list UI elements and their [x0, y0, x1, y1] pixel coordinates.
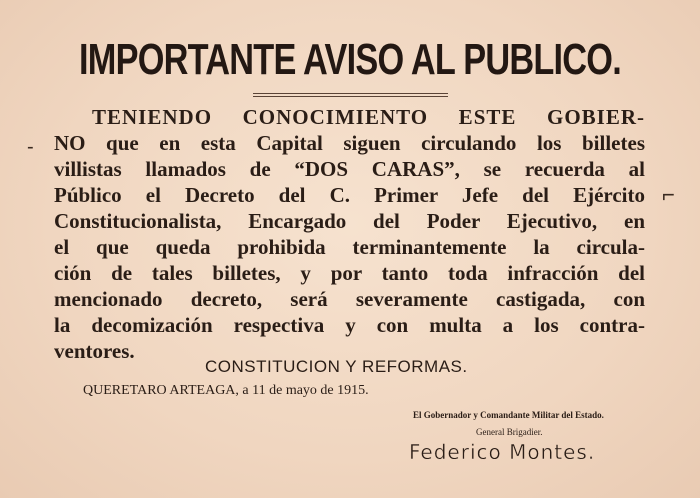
- signer-name: Federico Montes.: [409, 440, 596, 464]
- body-line-3: villistas llamados de “DOS CARAS”, se recuerda al: [54, 157, 645, 181]
- margin-hook-mark: ⌐: [662, 182, 675, 207]
- body-line-10: ventores.: [54, 339, 135, 363]
- body-line-9: la decomización respectiva y con multa a los contra-: [54, 313, 645, 337]
- dateline: QUERETARO ARTEAGA, a 11 de mayo de 1915.: [83, 383, 369, 398]
- body-line-7: ción de tales billetes, y por tanto toda infracción del: [54, 261, 645, 285]
- body-line-2: NO que en esta Capital siguen circulando los billetes: [54, 131, 645, 155]
- body-line-1: TENIENDO CONOCIMIENTO ESTE GOBIER-: [92, 105, 645, 129]
- title-rule: [253, 93, 448, 97]
- motto: CONSTITUCION Y REFORMAS.: [205, 357, 468, 376]
- body-line-5: Constitucionalista, Encargado del Poder Ejecutivo, en: [54, 209, 645, 233]
- signer-title: El Gobernador y Comandante Militar del Estado.: [413, 410, 604, 420]
- body-line-4: Público el Decreto del C. Primer Jefe del Ejército: [54, 183, 645, 207]
- body-line-6: el que queda prohibida terminantemente la circula-: [54, 235, 645, 259]
- notice-title: IMPORTANTE AVISO AL PUBLICO.: [79, 35, 621, 84]
- signer-rank: General Brigadier.: [476, 427, 543, 437]
- body-line-8: mencionado decreto, será severamente castigada, con: [54, 287, 645, 311]
- margin-dash-mark: -: [27, 136, 34, 158]
